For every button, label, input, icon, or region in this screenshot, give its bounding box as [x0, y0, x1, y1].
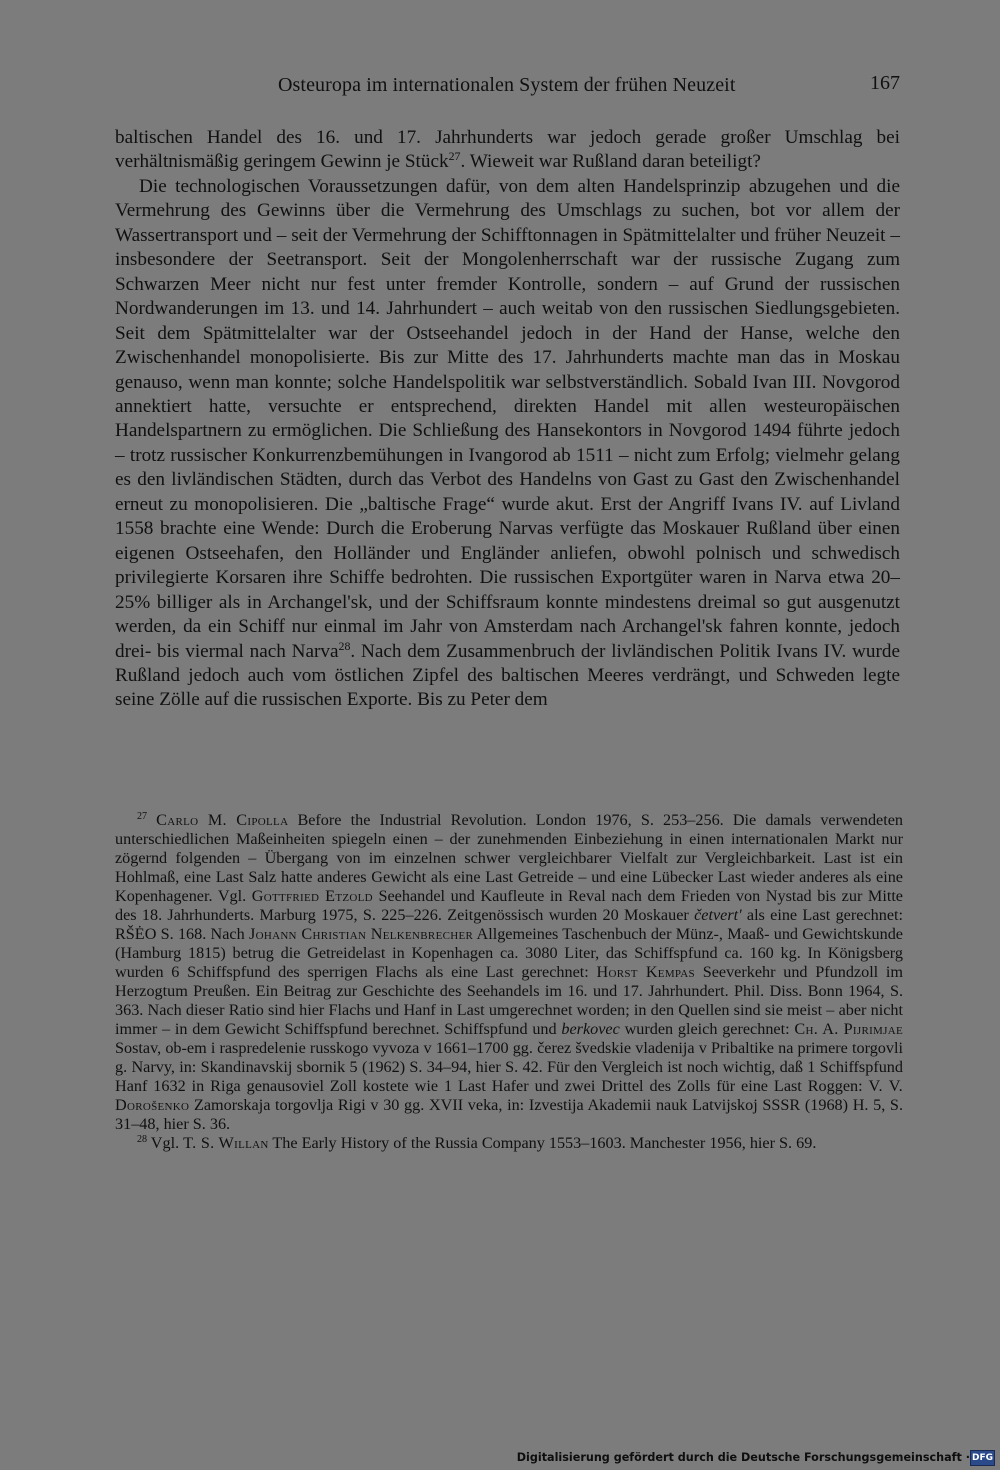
author-name: Ch. A. Pijrimjae [794, 1020, 903, 1038]
footnote-text: Seehandel und Kaufleute in Reval nach dem Frieden von Nystad bis zur Mitte des 18. Jahrhunderts. Marburg 1975, S. 225–226. Zeitgenössisch wurden 20 Moskauer [115, 887, 903, 924]
footnote-ref-27: 27 [448, 149, 461, 164]
footnote-number: 28 [137, 1133, 148, 1145]
italic-term: četvert' [694, 906, 742, 924]
footnote-28 [115, 1134, 903, 1153]
paragraph-2 [115, 175, 900, 713]
author-name: Carlo M. Cipolla [156, 811, 289, 829]
author-name: Johann Christian Nelkenbrecher [248, 925, 474, 943]
main-text [115, 126, 900, 713]
page-header [115, 72, 902, 102]
footnote-text: Vgl. [147, 1134, 184, 1152]
author-name: V. V. Dorošenko [115, 1077, 903, 1114]
author-name: Horst Kempas [596, 963, 695, 981]
paragraph-2-text-end: . Nach dem Zusammenbruch der livländischen Politik Ivans IV. wurde Rußland jedoch auch vom östlichen Zipfel des baltischen Meeres verdrängt, und Schweden legte seine Zölle auf die russischen Exporte. Bis zu Peter dem [115, 640, 900, 711]
footnote-text: The Early History of the Russia Company 1553–1603. Manchester 1956, hier S. 69. [268, 1134, 817, 1152]
footnote-text: Zamorskaja torgovlja Rigi v 30 gg. XVII veka, in: Izvestija Akademii nauk Latvijskoj SSSR (1968) H. 5, S. 31–48, hier S. 36. [115, 1096, 903, 1133]
digitization-footer [0, 1447, 1000, 1470]
footnote-text: wurden gleich gerechnet: [619, 1020, 795, 1038]
dfg-logo-icon: DFG [970, 1450, 995, 1466]
footnote-text: Seeverkehr und Pfundzoll im Herzogtum Preußen. Ein Beitrag zur Geschichte des Seehandels im 16. und 17. Jahrhundert. Phil. Diss. Bonn 1964, S. 363. Nach dieser Ratio sind hier Flachs und Hanf in Last umgerechnet worden; in den Quellen sind sie meist – aber nicht immer – in dem Gewicht Schiffspfund berechnet. Schiffspfund und [115, 963, 903, 1038]
author-name: T. S. Willan [183, 1134, 269, 1152]
paragraph-1 [115, 126, 900, 175]
footnote-number: 27 [137, 810, 148, 822]
italic-term: berkovec [561, 1020, 620, 1038]
footnote-text: als eine Last gerechnet: RŠĖO S. 168. Nach [115, 906, 903, 943]
running-title: Osteuropa im internationalen System der frühen Neuzeit [278, 74, 736, 96]
paragraph-2-text: Die technologischen Voraussetzungen dafür, von dem alten Handelsprinzip abzugehen und die Vermehrung des Gewinns über die Vermehrung des Umschlags zu suchen, bot vor allem der Wassertransport und – seit der Vermehrung der Schifftonnagen in Spätmittelalter und früher Neuzeit – insbesondere der Seetransport. Seit der Mongolenherrschaft war der russische Zugang zum Schwarzen Meer nicht nur fest unter fremder Kontrolle, sondern – auf Grund der russischen Nordwanderungen im 13. und 14. Jahrhundert – auch weitab von den russischen Siedlungsgebieten. Seit dem Spätmittelalter war der Ostseehandel jedoch in der Hand der Hanse, welche den Zwischenhandel monopolisierte. Bis zur Mitte des 17. Jahrhunderts machte man das in Moskau genauso, wenn man konnte; solche Handelspolitik war selbstverständlich. Sobald Ivan III. Novgorod annektiert hatte, versuchte er entsprechend, direkten Handel mit allen westeuropäischen Handelspartnern zu ermöglichen. Die Schließung des Hansekontors in Novgorod 1494 führte jedoch – trotz russischer Konkurrenzbemühungen in Ivangorod ab 1511 – nicht zum Erfolg; vielmehr gelang es den livländischen Städten, durch das Verbot des Handelns von Gast zu Gast den Zwischenhandel erneut zu monopolisieren. Die „baltische Frage“ wurde akut. Erst der Angriff Ivans IV. auf Livland 1558 brachte eine Wende: Durch die Eroberung Narvas verfügte das Moskauer Rußland über einen eigenen Ostseehafen, den Holländer und Engländer anliefen, obwohl polnisch und schwedisch privilegierte Korsaren ihre Schiffe bedrohten. Die russischen Exportgüter waren in Narva etwa 20–25% billiger als in Archangel'sk, und der Schiffsraum konnte mindestens dreimal so gut ausgenutzt werden, da ein Schiff nur einmal im Jahr von Amsterdam nach Archangel'sk fahren konnte, jedoch drei- bis viermal nach Narva [115, 175, 900, 662]
footnote-text: Before the Industrial Revolution. London 1976, S. 253–256. Die damals verwendeten unterschiedlichen Maßeinheiten spiegeln einen – der zunehmenden Einbeziehung in einen internationalen Markt nur zögernd folgenden – Übergang von im einzelnen schwer vergleichbarer Vielfalt zur Vergleichbarkeit. Last ist ein Hohlmaß, eine Last Salz hatte anderes Gewicht als eine Last Getreide – und eine Lübecker Last wieder anderes als eine Kopenhagener. Vgl. [115, 811, 904, 905]
author-name: Gottfried Etzold [251, 887, 373, 905]
footnotes [115, 811, 903, 1153]
page-number: 167 [870, 72, 900, 94]
paragraph-1-text-end: . Wieweit war Rußland daran beteiligt? [460, 151, 761, 173]
paragraph-1-text: baltischen Handel des 16. und 17. Jahrhunderts war jedoch gerade großer Umschlag bei verhältnismäßig geringem Gewinn je Stück [115, 127, 900, 173]
footnote-text: Sostav, ob-em i raspredelenie russkogo vyvoza v 1661–1700 gg. čerez švedskie vladenija v Pribaltike na primere torgovli g. Narvy, in: Skandinavskij sbornik 5 (1962) S. 34–94, hier S. 42. Für den Vergleich ist noch wichtig, daß 1 Schiffspfund Hanf 1632 in Riga genausoviel Zoll kostete wie 1 Last Hafer und zwei Drittel des Zolls für eine Last Roggen: [115, 1039, 903, 1095]
footnote-ref-28: 28 [338, 638, 351, 653]
footnote-27 [115, 811, 903, 1134]
footnote-text: Allgemeines Taschenbuch der Münz-, Maaß- und Gewichtskunde (Hamburg 1815) betrug die Getreidelast in Kopenhagen ca. 3080 Liter, das Schiffspfund ca. 160 kg. In Königsberg wurden 6 Schiffspfund des sperrigen Flachs als eine Last gerechnet: [115, 925, 903, 981]
funding-note: Digitalisierung gefördert durch die Deutsche Forschungsgemeinschaft · [516, 1451, 970, 1464]
